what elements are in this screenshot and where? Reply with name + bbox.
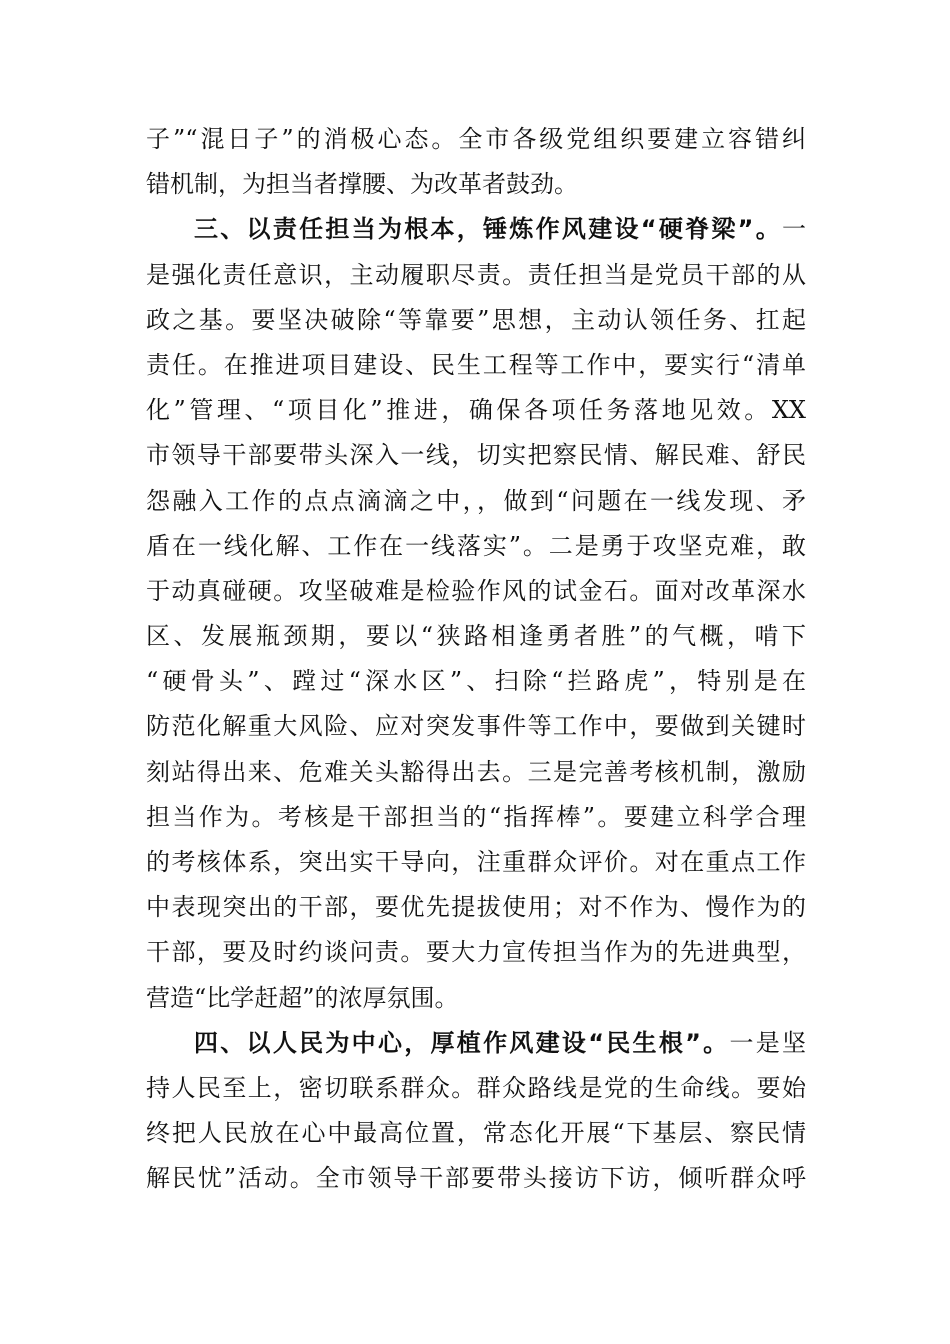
text-line: 市领导干部要带头深入一线，切实把察民情、解民难、舒民 [146, 441, 806, 470]
section-heading-line [146, 1021, 806, 1066]
text-line: 于动真碰硬。攻坚破难是检验作风的试金石。面对改革深水 [146, 576, 806, 605]
text-line: 区、发展瓶颈期，要以“狭路相逢勇者胜”的气概，啃下 [146, 622, 806, 651]
text-line: 化”管理、“项目化”推进，确保各项任务落地见效。XX [146, 396, 806, 425]
text-line: 盾在一线化解、工作在一线落实”。二是勇于攻坚克难，敢 [146, 531, 806, 560]
text-line: 解民忧”活动。全市领导干部要带头接访下访，倾听群众呼 [146, 1164, 806, 1193]
text-line: 怨融入工作的点点滴滴之中，，做到“问题在一线发现、矛 [146, 486, 806, 515]
text-line: 持人民至上，密切联系群众。群众路线是党的生命线。要始 [146, 1073, 806, 1102]
paragraph-continuation [146, 117, 806, 207]
text-line: 政之基。要坚决破除“等靠要”思想，主动认领任务、扛起 [146, 305, 806, 334]
text-line: 防范化解重大风险、应对突发事件等工作中，要做到关键时 [146, 712, 806, 741]
text-line: 营造“比学赶超”的浓厚氛围。 [146, 983, 459, 1012]
paragraph-section-four [146, 1021, 806, 1202]
document-page [146, 117, 806, 1202]
text-run: 一是坚 [729, 1028, 806, 1057]
section-heading-four: 四、以人民为中心，厚植作风建设“民生根”。 [194, 1028, 730, 1057]
text-line: 的考核体系，突出实干导向，注重群众评价。对在重点工作 [146, 848, 806, 876]
text-line: 终把人民放在心中最高位置，常态化开展“下基层、察民情 [146, 1119, 806, 1148]
text-line: 刻站得出来、危难关头豁得出去。三是完善考核机制，激励 [146, 757, 806, 786]
paragraph-section-three [146, 207, 806, 1020]
text-line: 责任。在推进项目建设、民生工程等工作中，要实行“清单 [146, 350, 806, 379]
text-run: 一 [782, 215, 806, 244]
text-line: 是强化责任意识，主动履职尽责。责任担当是党员干部的从 [146, 260, 806, 289]
text-line: 子”“混日子”的消极心态。全市各级党组织要建立容错纠 [146, 125, 806, 153]
text-line: 错机制，为担当者撑腰、为改革者鼓劲。 [146, 170, 578, 199]
section-heading-three: 三、以责任担当为根本，锤炼作风建设“硬脊梁”。 [194, 215, 782, 244]
text-line: “硬骨头”、蹚过“深水区”、扫除“拦路虎”，特别是在 [146, 667, 806, 696]
text-line: 担当作为。考核是干部担当的“指挥棒”。要建立科学合理 [146, 802, 806, 831]
text-line: 中表现突出的干部，要优先提拔使用；对不作为、慢作为的 [146, 893, 806, 922]
section-heading-line [146, 207, 806, 252]
text-line: 干部，要及时约谈问责。要大力宣传担当作为的先进典型， [146, 938, 806, 967]
